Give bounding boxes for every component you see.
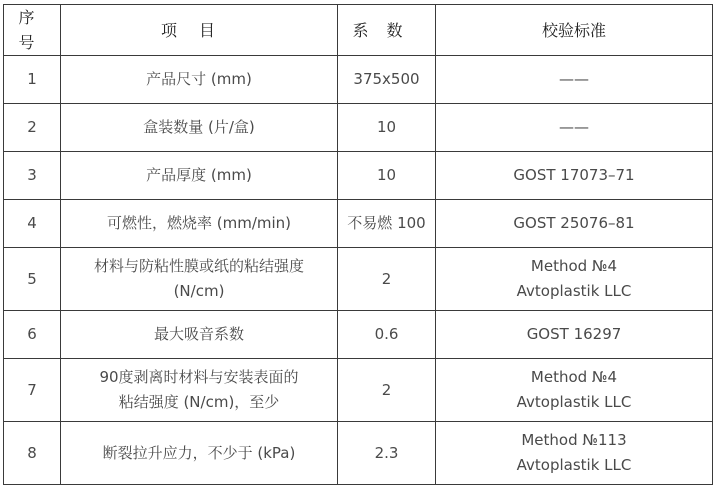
row-value: 2	[338, 359, 436, 422]
row-value: 不易燃 100	[338, 200, 436, 248]
row-standard	[436, 422, 713, 485]
table-row	[4, 248, 713, 311]
row-item	[61, 422, 338, 485]
header-standard: 校验标准	[436, 5, 713, 56]
row-standard-line: Avtoplastik LLC	[516, 282, 632, 300]
row-standard	[436, 311, 713, 359]
row-item-line: 可燃性，燃烧率 (mm/min)	[106, 214, 292, 232]
row-standard-line: GOST 17073–71	[513, 166, 635, 184]
row-standard-line: ——	[559, 70, 589, 88]
row-no: 4	[4, 200, 61, 248]
spec-table	[3, 4, 713, 485]
row-standard-line: Method №4	[530, 257, 618, 275]
row-no: 5	[4, 248, 61, 311]
row-item-line: 90度剥离时材料与安装表面的	[99, 368, 299, 386]
row-standard	[436, 56, 713, 104]
row-standard-line: GOST 16297	[526, 325, 622, 343]
table-row	[4, 311, 713, 359]
header-value: 系数	[338, 5, 436, 56]
row-standard-line: Avtoplastik LLC	[516, 393, 632, 411]
row-item	[61, 248, 338, 311]
row-item	[61, 311, 338, 359]
row-standard	[436, 248, 713, 311]
row-standard	[436, 104, 713, 152]
table-row	[4, 152, 713, 200]
row-value: 2.3	[338, 422, 436, 485]
row-item-line: 粘结强度 (N/cm)，至少	[118, 393, 280, 411]
row-item-line: 断裂拉升应力，不少于 (kPa)	[102, 443, 296, 462]
row-item	[61, 200, 338, 248]
table-row	[4, 104, 713, 152]
row-no: 8	[4, 422, 61, 485]
row-standard	[436, 152, 713, 200]
row-item-line: 产品厚度 (mm)	[146, 166, 252, 184]
row-item-line: (N/cm)	[173, 282, 225, 300]
row-no: 3	[4, 152, 61, 200]
table-row	[4, 359, 713, 422]
row-value: 2	[338, 248, 436, 311]
row-item-line: 最大吸音系数	[153, 325, 244, 343]
row-no: 1	[4, 56, 61, 104]
row-standard-line: Avtoplastik LLC	[516, 456, 632, 474]
table-row	[4, 422, 713, 485]
header-no: 序号	[4, 5, 61, 56]
row-item	[61, 56, 338, 104]
row-standard-line: ——	[559, 118, 589, 136]
row-no: 7	[4, 359, 61, 422]
row-item-line: 盒装数量 (片/盒)	[143, 118, 255, 136]
table-row	[4, 56, 713, 104]
row-no: 2	[4, 104, 61, 152]
row-item-line: 产品尺寸 (mm)	[146, 70, 252, 88]
row-item	[61, 104, 338, 152]
row-value: 0.6	[338, 311, 436, 359]
row-item	[61, 152, 338, 200]
header-row	[4, 5, 713, 56]
row-value: 10	[338, 152, 436, 200]
row-standard-line: GOST 25076–81	[513, 214, 635, 232]
row-no: 6	[4, 311, 61, 359]
row-item-line: 材料与防粘性膜或纸的粘结强度	[93, 257, 304, 275]
table-row	[4, 200, 713, 248]
header-item: 项目	[61, 5, 338, 56]
row-standard	[436, 200, 713, 248]
row-item	[61, 359, 338, 422]
row-value: 10	[338, 104, 436, 152]
row-standard	[436, 359, 713, 422]
row-standard-line: Method №4	[530, 368, 618, 386]
row-standard-line: Method №113	[521, 431, 627, 449]
row-value: 375x500	[338, 56, 436, 104]
